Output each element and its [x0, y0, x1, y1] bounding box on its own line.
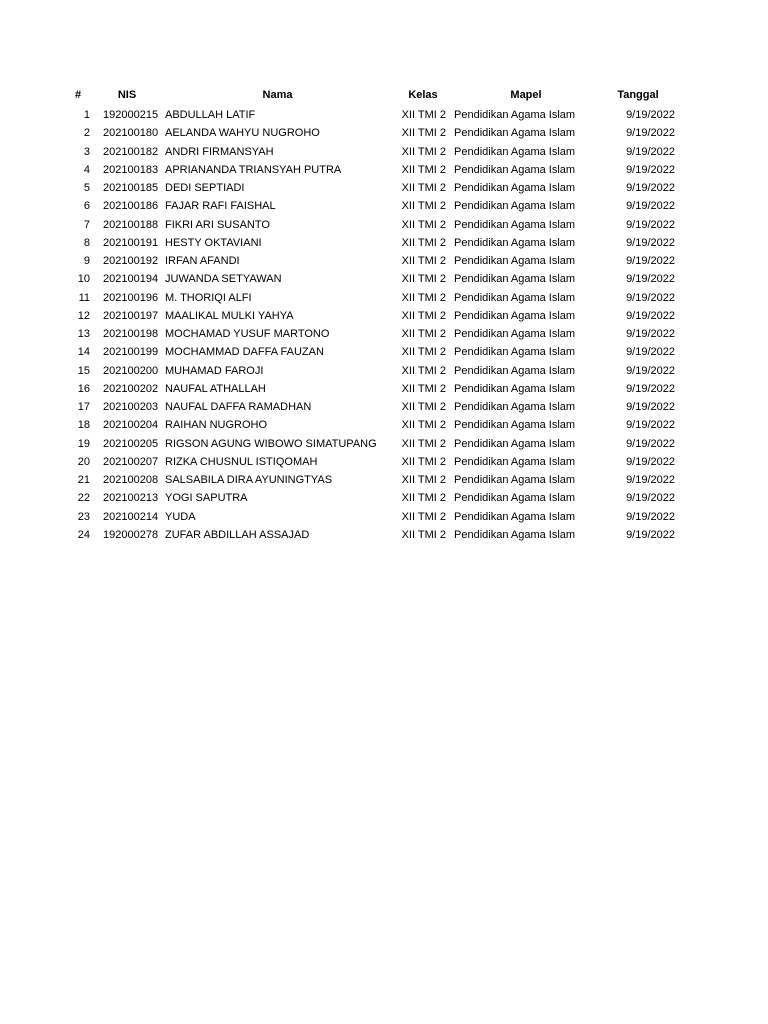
table-row [0, 216, 768, 234]
row-number: 14 [77, 346, 90, 359]
row-nis: 202100200 [103, 364, 159, 377]
row-kelas: XII TMI 2 [401, 200, 446, 213]
row-nis: 202100196 [103, 291, 159, 304]
row-number: 3 [83, 145, 90, 158]
row-number: 16 [77, 382, 90, 395]
header-number: # [74, 89, 82, 101]
row-nis: 202100205 [103, 437, 159, 450]
row-kelas: XII TMI 2 [401, 163, 446, 176]
row-nis: 202100197 [103, 309, 159, 322]
row-nis: 192000215 [103, 109, 159, 121]
row-nama: M. THORIQI ALFI [165, 291, 252, 304]
row-nama: ABDULLAH LATIF [165, 109, 256, 121]
row-mapel: Pendidikan Agama Islam [454, 474, 576, 487]
table-row [0, 179, 768, 197]
row-mapel: Pendidikan Agama Islam [454, 382, 576, 395]
row-mapel: Pendidikan Agama Islam [454, 364, 576, 377]
row-tanggal: 9/19/2022 [626, 200, 675, 213]
row-mapel: Pendidikan Agama Islam [454, 127, 576, 140]
row-nama: RIZKA CHUSNUL ISTIQOMAH [165, 455, 318, 468]
table-row [0, 380, 768, 398]
row-mapel: Pendidikan Agama Islam [454, 309, 576, 322]
row-tanggal: 9/19/2022 [626, 328, 675, 341]
row-kelas: XII TMI 2 [401, 401, 446, 414]
row-number: 9 [83, 255, 90, 268]
row-mapel: Pendidikan Agama Islam [454, 528, 576, 541]
header-nis: NIS [117, 89, 137, 101]
row-kelas: XII TMI 2 [401, 218, 446, 231]
row-tanggal: 9/19/2022 [626, 163, 675, 176]
table-row [0, 471, 768, 489]
row-mapel: Pendidikan Agama Islam [454, 273, 576, 286]
row-kelas: XII TMI 2 [401, 328, 446, 341]
row-nama: ZUFAR ABDILLAH ASSAJAD [165, 528, 310, 541]
row-mapel: Pendidikan Agama Islam [454, 109, 576, 121]
row-tanggal: 9/19/2022 [626, 492, 675, 505]
row-nama: MOCHAMAD YUSUF MARTONO [165, 328, 330, 341]
row-mapel: Pendidikan Agama Islam [454, 182, 576, 195]
row-nis: 202100198 [103, 328, 159, 341]
row-tanggal: 9/19/2022 [626, 510, 675, 523]
row-mapel: Pendidikan Agama Islam [454, 145, 576, 158]
table-row [0, 435, 768, 453]
row-nama: YUDA [165, 510, 196, 523]
row-number: 1 [83, 109, 90, 121]
row-nama: IRFAN AFANDI [165, 255, 240, 268]
row-kelas: XII TMI 2 [401, 346, 446, 359]
row-tanggal: 9/19/2022 [626, 291, 675, 304]
row-nis: 202100194 [103, 273, 159, 286]
row-nama: HESTY OKTAVIANI [165, 236, 262, 249]
row-mapel: Pendidikan Agama Islam [454, 328, 576, 341]
row-tanggal: 9/19/2022 [626, 273, 675, 286]
table-row [0, 289, 768, 307]
row-kelas: XII TMI 2 [401, 273, 446, 286]
row-nis: 202100183 [103, 163, 159, 176]
row-kelas: XII TMI 2 [401, 455, 446, 468]
row-number: 11 [78, 291, 90, 304]
row-kelas: XII TMI 2 [401, 474, 446, 487]
row-nama: MUHAMAD FAROJI [165, 364, 264, 377]
table-row [0, 325, 768, 343]
row-number: 15 [77, 364, 90, 377]
table-row [0, 307, 768, 325]
row-mapel: Pendidikan Agama Islam [454, 455, 576, 468]
row-kelas: XII TMI 2 [401, 255, 446, 268]
row-tanggal: 9/19/2022 [626, 218, 675, 231]
row-nama: RIGSON AGUNG WIBOWO SIMATUPANG [165, 437, 377, 450]
row-nama: FIKRI ARI SUSANTO [165, 218, 270, 231]
row-mapel: Pendidikan Agama Islam [454, 492, 576, 505]
row-mapel: Pendidikan Agama Islam [454, 200, 576, 213]
row-nis: 202100208 [103, 474, 159, 487]
row-number: 24 [77, 528, 90, 541]
row-number: 2 [83, 127, 90, 140]
row-nama: NAUFAL ATHALLAH [165, 382, 266, 395]
row-number: 18 [77, 419, 90, 432]
row-tanggal: 9/19/2022 [626, 127, 675, 140]
row-number: 12 [77, 309, 90, 322]
row-mapel: Pendidikan Agama Islam [454, 255, 576, 268]
row-mapel: Pendidikan Agama Islam [454, 163, 576, 176]
row-tanggal: 9/19/2022 [626, 182, 675, 195]
row-kelas: XII TMI 2 [401, 437, 446, 450]
table-row [0, 343, 768, 361]
row-nama: APRIANANDA TRIANSYAH PUTRA [165, 163, 342, 176]
row-nis: 202100182 [103, 145, 159, 158]
row-tanggal: 9/19/2022 [626, 109, 675, 121]
row-number: 7 [83, 218, 90, 231]
row-nama: NAUFAL DAFFA RAMADHAN [165, 401, 312, 414]
row-kelas: XII TMI 2 [401, 419, 446, 432]
row-nama: FAJAR RAFI FAISHAL [165, 200, 276, 213]
table-row [0, 416, 768, 434]
row-mapel: Pendidikan Agama Islam [454, 510, 576, 523]
row-tanggal: 9/19/2022 [626, 474, 675, 487]
row-tanggal: 9/19/2022 [626, 382, 675, 395]
row-number: 19 [77, 437, 90, 450]
table-header-row [0, 86, 768, 104]
table-row [0, 252, 768, 270]
row-mapel: Pendidikan Agama Islam [454, 419, 576, 432]
row-kelas: XII TMI 2 [401, 510, 446, 523]
row-nis: 202100199 [103, 346, 159, 359]
row-kelas: XII TMI 2 [401, 528, 446, 541]
row-kelas: XII TMI 2 [401, 291, 446, 304]
row-nis: 202100192 [103, 255, 159, 268]
row-mapel: Pendidikan Agama Islam [454, 236, 576, 249]
row-number: 6 [83, 200, 90, 213]
row-number: 10 [77, 273, 90, 286]
row-nis: 202100186 [103, 200, 159, 213]
row-tanggal: 9/19/2022 [626, 255, 675, 268]
table-row [0, 197, 768, 215]
row-nama: RAIHAN NUGROHO [165, 419, 268, 432]
row-kelas: XII TMI 2 [401, 127, 446, 140]
header-nama: Nama [262, 89, 293, 101]
row-tanggal: 9/19/2022 [626, 364, 675, 377]
row-nama: AELANDA WAHYU NUGROHO [165, 127, 320, 140]
row-mapel: Pendidikan Agama Islam [454, 437, 576, 450]
table-row [0, 526, 768, 544]
row-nis: 202100214 [103, 510, 159, 523]
row-nama: DEDI SEPTIADI [165, 182, 245, 195]
row-tanggal: 9/19/2022 [626, 419, 675, 432]
row-nis: 202100180 [103, 127, 159, 140]
row-number: 23 [77, 510, 90, 523]
header-mapel: Mapel [510, 89, 542, 101]
row-number: 20 [77, 455, 90, 468]
row-tanggal: 9/19/2022 [626, 346, 675, 359]
row-nis: 202100204 [103, 419, 159, 432]
row-number: 13 [77, 328, 90, 341]
table-row [0, 161, 768, 179]
row-nis: 202100191 [103, 236, 159, 249]
row-nis: 202100188 [103, 218, 159, 231]
header-tanggal: Tanggal [617, 89, 659, 101]
table-row [0, 270, 768, 288]
table-row [0, 106, 768, 124]
row-nama: YOGI SAPUTRA [165, 492, 248, 505]
row-nama: JUWANDA SETYAWAN [165, 273, 282, 286]
row-number: 8 [83, 236, 90, 249]
row-kelas: XII TMI 2 [401, 109, 446, 121]
row-mapel: Pendidikan Agama Islam [454, 346, 576, 359]
row-mapel: Pendidikan Agama Islam [454, 218, 576, 231]
row-nis: 202100203 [103, 401, 159, 414]
table-row [0, 453, 768, 471]
table-row [0, 362, 768, 380]
row-tanggal: 9/19/2022 [626, 455, 675, 468]
row-kelas: XII TMI 2 [401, 236, 446, 249]
table-row [0, 124, 768, 142]
row-number: 5 [83, 182, 90, 195]
row-nis: 202100213 [103, 492, 159, 505]
row-kelas: XII TMI 2 [401, 492, 446, 505]
table-row [0, 508, 768, 526]
row-number: 4 [83, 163, 90, 176]
row-kelas: XII TMI 2 [401, 182, 446, 195]
row-mapel: Pendidikan Agama Islam [454, 401, 576, 414]
table-row [0, 234, 768, 252]
row-nis: 202100207 [103, 455, 159, 468]
row-nis: 202100185 [103, 182, 159, 195]
row-number: 22 [77, 492, 90, 505]
row-nama: ANDRI FIRMANSYAH [165, 145, 274, 158]
row-tanggal: 9/19/2022 [626, 236, 675, 249]
row-kelas: XII TMI 2 [401, 364, 446, 377]
row-nama: MOCHAMMAD DAFFA FAUZAN [165, 346, 324, 359]
row-number: 21 [77, 474, 90, 487]
table-row [0, 143, 768, 161]
row-tanggal: 9/19/2022 [626, 401, 675, 414]
row-nama: MAALIKAL MULKI YAHYA [165, 309, 294, 322]
table-row [0, 489, 768, 507]
row-number: 17 [77, 401, 90, 414]
row-tanggal: 9/19/2022 [626, 528, 675, 541]
row-kelas: XII TMI 2 [401, 145, 446, 158]
row-nis: 192000278 [103, 528, 159, 541]
row-nis: 202100202 [103, 382, 159, 395]
row-kelas: XII TMI 2 [401, 309, 446, 322]
row-tanggal: 9/19/2022 [626, 145, 675, 158]
row-tanggal: 9/19/2022 [626, 437, 675, 450]
header-kelas: Kelas [408, 89, 438, 101]
row-tanggal: 9/19/2022 [626, 309, 675, 322]
row-kelas: XII TMI 2 [401, 382, 446, 395]
row-nama: SALSABILA DIRA AYUNINGTYAS [165, 474, 333, 487]
table-row [0, 398, 768, 416]
row-mapel: Pendidikan Agama Islam [454, 291, 576, 304]
